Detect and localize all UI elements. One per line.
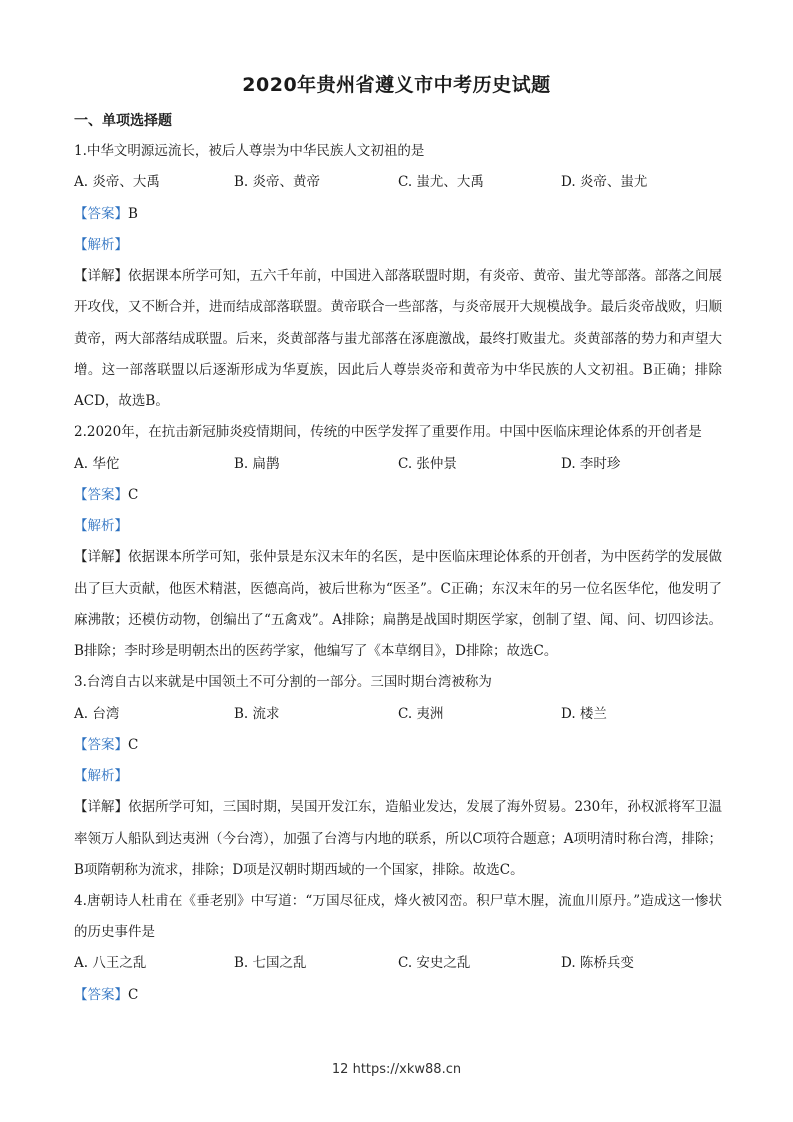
option-d: D. 炎帝、蚩尤 <box>561 174 648 191</box>
option-a: A. 炎帝、大禹 <box>74 174 160 191</box>
analysis-tag: 【解析】 <box>74 768 128 785</box>
option-c: C. 安史之乱 <box>398 955 471 972</box>
answer-value: B <box>128 205 138 222</box>
option-b: B. 炎帝、黄帝 <box>234 174 321 191</box>
page-title: 2020年贵州省遵义市中考历史试题 <box>242 74 551 96</box>
option-b: B. 扁鹊 <box>234 455 280 472</box>
answer-tag: 【答案】 <box>74 205 128 222</box>
question-stem: 4.唐朝诗人杜甫在《垂老别》中写道：“万国尽征戍，烽火被冈峦。积尸草木腥，流血川原丹。”造成这一惨状的历史事件是 <box>74 893 722 941</box>
answer-value: C <box>128 986 139 1003</box>
page-footer: 12 https://xkw88.cn <box>331 1062 462 1077</box>
option-d: D. 楼兰 <box>561 705 607 722</box>
answer-line <box>74 480 722 511</box>
option-a: A. 台湾 <box>74 705 120 722</box>
option-a: A. 华佗 <box>74 455 120 472</box>
question-stem: 3.台湾自古以来就是中国领土不可分割的一部分。三国时期台湾被称为 <box>74 674 492 691</box>
option-c: C. 张仲景 <box>398 455 457 472</box>
analysis-line <box>74 511 722 542</box>
detail-text: 依据所学可知，三国时期，吴国开发江东，造船业发达，发展了海外贸易。230年，孙权派将军卫温率领万人船队到达夷洲（今台湾），加强了台湾与内地的联系，所以C项符合题意；A项明清时称台湾，排除；B项隋朝称为流求，排除；D项是汉朝时期西域的一个国家，排除。故选C。 <box>74 799 722 878</box>
detail-tag: 【详解】 <box>74 799 129 816</box>
answer-tag: 【答案】 <box>74 486 128 503</box>
options-row <box>74 948 722 979</box>
answer-value: C <box>128 486 139 503</box>
detail-paragraph <box>74 261 722 417</box>
options-row <box>74 167 722 198</box>
section-heading: 一、单项选择题 <box>74 113 172 129</box>
answer-value: C <box>128 736 139 753</box>
answer-line <box>74 199 722 230</box>
detail-tag: 【详解】 <box>74 549 128 566</box>
options-row <box>74 449 722 480</box>
option-a: A. 八王之乱 <box>74 955 147 972</box>
answer-tag: 【答案】 <box>74 986 128 1003</box>
option-c: C. 夷洲 <box>398 705 444 722</box>
detail-paragraph <box>74 792 722 886</box>
options-row <box>74 699 722 730</box>
option-d: D. 陈桥兵变 <box>561 955 634 972</box>
analysis-line <box>74 230 722 261</box>
question-stem: 1.中华文明源远流长，被后人尊崇为中华民族人文初祖的是 <box>74 143 425 159</box>
option-d: D. 李时珍 <box>561 455 621 472</box>
answer-tag: 【答案】 <box>74 736 128 753</box>
question-stem: 2.2020年，在抗击新冠肺炎疫情期间，传统的中医学发挥了重要作用。中国中医临床理论体系的开创者是 <box>74 424 702 441</box>
detail-text: 依据课本所学可知，五六千年前，中国进入部落联盟时期，有炎帝、黄帝、蚩尤等部落。部落之间展开攻伐，又不断合并，进而结成部落联盟。黄帝联合一些部落，与炎帝展开大规模战争。最后炎帝战败，归顺黄帝，两大部落结成联盟。后来，炎黄部落与蚩尤部落在涿鹿激战，最终打败蚩尤。炎黄部落的势力和声望大增。这一部落联盟以后逐渐形成为华夏族，因此后人尊崇炎帝和黄帝为中华民族的人文初祖。B正确；排除ACD，故选B。 <box>74 268 722 409</box>
answer-line <box>74 980 722 1011</box>
question-list <box>74 136 722 1011</box>
detail-text: 依据课本所学可知，张仲景是东汉末年的名医，是中医临床理论体系的开创者，为中医药学的发展做出了巨大贡献，他医术精湛，医德高尚，被后世称为“医圣”。C正确；东汉末年的另一位名医华佗，他发明了麻沸散；还模仿动物，创编出了“五禽戏”。A排除；扁鹊是战国时期医学家，创制了望、闻、问、切四诊法。B排除；李时珍是明朝杰出的医药学家，他编写了《本草纲目》，D排除；故选C。 <box>74 549 722 659</box>
analysis-line <box>74 761 722 792</box>
option-b: B. 七国之乱 <box>234 955 307 972</box>
answer-line <box>74 730 722 761</box>
analysis-tag: 【解析】 <box>74 518 128 535</box>
analysis-tag: 【解析】 <box>74 236 128 253</box>
detail-tag: 【详解】 <box>74 268 128 285</box>
option-b: B. 流求 <box>234 705 280 722</box>
option-c: C. 蚩尤、大禹 <box>398 174 484 191</box>
detail-paragraph <box>74 542 722 667</box>
